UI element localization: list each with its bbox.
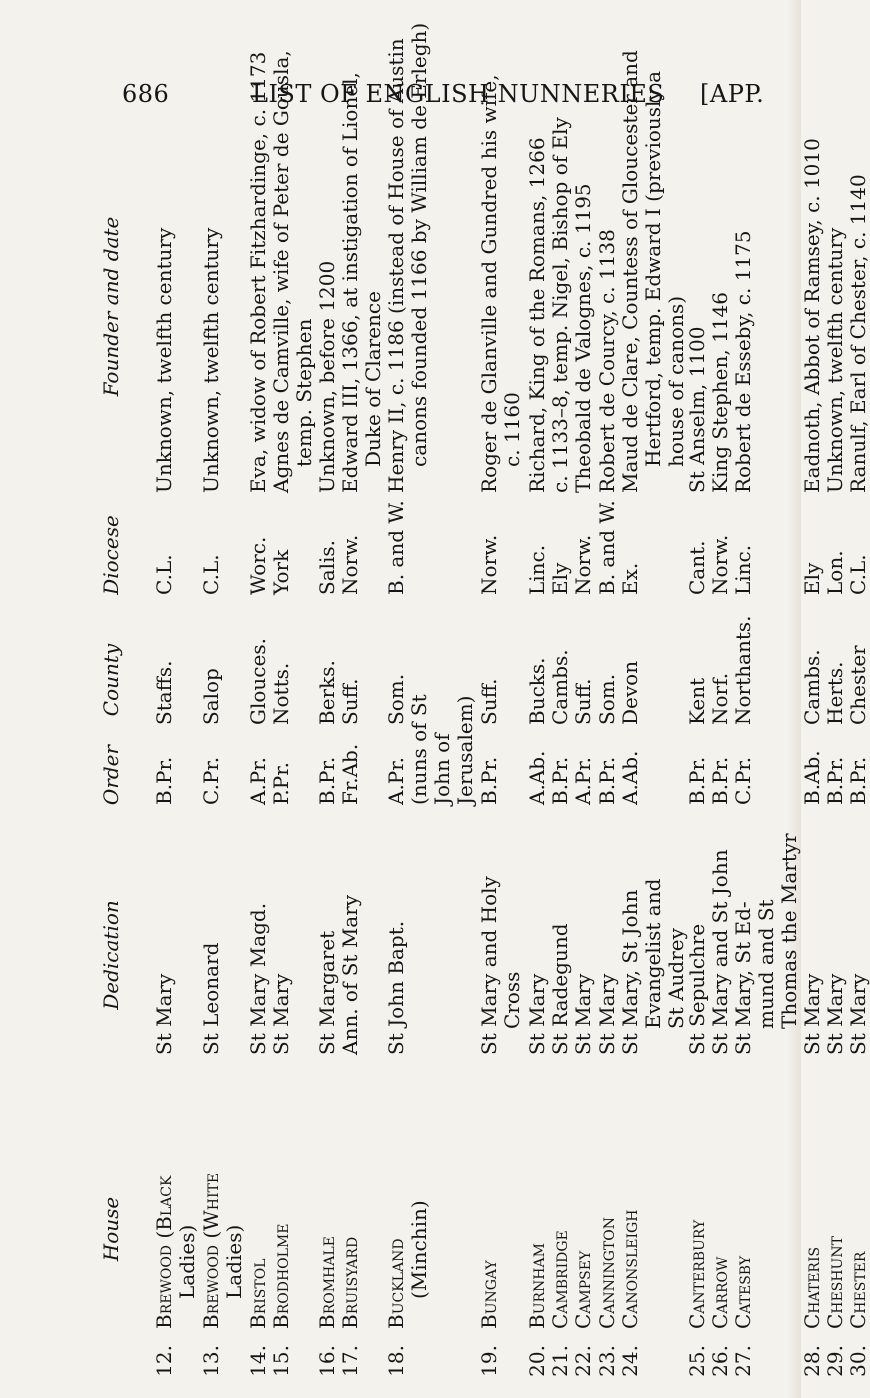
founder-cell	[549, 117, 572, 493]
founder-cell-line: Richard, King of the Romans, 1266	[525, 137, 549, 493]
founder-cell-line: Unknown, twelfth century	[152, 227, 176, 493]
diocese-cell-line: C.L.	[152, 554, 176, 595]
order-cell-line: A.Pr.	[384, 757, 408, 805]
page-edge-shadow	[787, 0, 801, 1398]
dedication-cell	[801, 974, 824, 1055]
county-cell	[572, 679, 595, 725]
diocese-cell	[270, 550, 293, 595]
diocese-cell-line: Norw.	[338, 534, 362, 595]
dedication-cell-line: St Mary	[525, 973, 549, 1055]
house-cell-line: Bromhale	[315, 1236, 339, 1329]
founder-cell-line: c. 1160	[500, 392, 525, 467]
founder-cell-line: Robert de Esseby, c. 1175	[731, 230, 755, 493]
founder-cell-line: Edward III, 1366, at instigation of Lionel,	[338, 72, 362, 493]
founder-cell	[686, 327, 709, 494]
dedication-cell-line: St Mary	[152, 973, 176, 1055]
founder-cell	[619, 50, 688, 493]
order-cell	[200, 757, 223, 805]
county-cell-line: Som.	[595, 673, 619, 725]
dedication-cell-line: St Mary	[800, 973, 824, 1055]
diocese-cell-line: C.L.	[846, 554, 870, 595]
county-cell-line: Northants.	[731, 615, 755, 725]
house-cell-line: (Minchin)	[407, 1200, 432, 1299]
founder-cell-line: Roger de Glanville and Gundred his wife,	[477, 74, 501, 493]
row-number: 21.	[548, 1345, 572, 1377]
diocese-cell-line: Lon.	[823, 550, 847, 595]
diocese-cell	[549, 563, 572, 595]
house-cell-line: Burnham	[525, 1243, 549, 1329]
dedication-cell-line: Evangelist and	[641, 878, 666, 1029]
order-cell	[824, 757, 847, 805]
house-cell	[478, 1260, 501, 1329]
order-cell	[153, 757, 176, 805]
dedication-cell-line: St Mary, St Ed-	[731, 901, 755, 1055]
house-cell	[316, 1236, 339, 1329]
diocese-cell	[801, 563, 824, 595]
order-cell-line: A.Ab.	[618, 750, 642, 805]
house-cell-line: Chester	[846, 1251, 870, 1329]
founder-cell-line: Ranulf, Earl of Chester, c. 1140	[846, 174, 870, 493]
county-cell-line: Staffs.	[152, 660, 176, 725]
house-cell	[732, 1256, 755, 1329]
house-cell-line: Ladies)	[175, 1224, 200, 1299]
county-cell	[596, 674, 619, 725]
order-cell	[709, 757, 732, 805]
county-cell	[316, 660, 339, 725]
county-cell-line: Kent	[685, 677, 709, 725]
house-cell-line: Carrow	[708, 1256, 732, 1329]
order-cell-line: Jerusalem)	[453, 695, 478, 805]
founder-cell	[709, 292, 732, 493]
founder-cell-line: Agnes de Camville, wife of Peter de Gousla,	[269, 50, 293, 493]
row-number: 17.	[338, 1345, 362, 1377]
founder-cell	[824, 228, 847, 493]
row-number: 30.	[846, 1345, 870, 1377]
order-cell	[619, 751, 642, 805]
dedication-cell	[153, 974, 176, 1055]
county-cell-line: Bucks.	[525, 657, 549, 725]
county-cell	[686, 678, 709, 725]
house-cell-line: Cannington	[595, 1217, 619, 1329]
dedication-cell-line: Ann. of St Mary	[338, 894, 362, 1055]
county-cell	[339, 679, 362, 725]
dedication-cell-line: St Radegund	[548, 923, 572, 1055]
founder-cell-line: Unknown, before 1200	[315, 260, 339, 493]
county-cell-line: Cambs.	[548, 649, 572, 725]
founder-cell-line: Duke of Clarence	[361, 291, 386, 467]
diocese-cell-line: Norw.	[477, 534, 501, 595]
dedication-cell	[316, 931, 339, 1055]
row-number: 16.	[315, 1345, 339, 1377]
county-cell	[619, 661, 642, 725]
dedication-cell	[247, 903, 270, 1055]
county-cell-line: Suff.	[571, 678, 595, 725]
house-cell	[526, 1243, 549, 1329]
dedication-cell	[686, 924, 709, 1055]
order-cell	[847, 757, 870, 805]
founder-cell-line: Henry II, c. 1186 (instead of House of Austin	[384, 38, 408, 493]
dedication-cell	[385, 921, 408, 1055]
house-cell-line: Chateris	[800, 1246, 824, 1329]
diocese-cell	[686, 540, 709, 595]
row-number: 23.	[595, 1345, 619, 1377]
county-cell-line: Herts.	[823, 661, 847, 725]
house-cell	[153, 1176, 199, 1329]
county-cell-line: Notts.	[269, 662, 293, 725]
diocese-cell	[709, 535, 732, 595]
row-number: 13.	[199, 1345, 223, 1377]
county-cell-line: Cambs.	[800, 649, 824, 725]
row-number: 15.	[269, 1345, 293, 1377]
order-cell	[526, 751, 549, 805]
diocese-cell-line: Linc.	[525, 544, 549, 595]
house-cell-line: Canterbury	[685, 1219, 709, 1329]
diocese-cell	[247, 537, 270, 595]
county-cell-line: Suff.	[477, 678, 501, 725]
order-cell-line: B.Pr.	[152, 756, 176, 805]
order-cell	[801, 750, 824, 805]
order-cell-line: A.Ab.	[525, 750, 549, 805]
county-cell	[801, 649, 824, 725]
house-cell-line: Ladies)	[222, 1224, 247, 1299]
founder-cell-line: Theobald de Valognes, c. 1195	[571, 183, 595, 493]
column-header-house: House	[99, 1196, 123, 1262]
order-cell-line: C.Pr.	[199, 756, 223, 805]
column-header-county: County	[99, 643, 123, 717]
dedication-cell	[478, 876, 524, 1055]
diocese-cell	[153, 554, 176, 595]
diocese-cell-line: Norw.	[571, 534, 595, 595]
county-cell-line: Glouces.	[246, 638, 270, 725]
column-header-founder: Founder and date	[99, 216, 123, 397]
diocese-cell	[619, 563, 642, 595]
house-cell-line: Bristol	[246, 1258, 270, 1329]
row-number: 25.	[685, 1345, 709, 1377]
order-cell-line: B.Pr.	[477, 756, 501, 805]
dedication-cell-line: St Mary	[571, 973, 595, 1055]
order-cell	[686, 757, 709, 805]
house-cell	[247, 1259, 270, 1329]
founder-cell-line: Maud de Clare, Countess of Gloucester and	[618, 50, 642, 493]
founder-cell-line: Hertford, temp. Edward I (previously a	[641, 70, 666, 467]
diocese-cell	[200, 554, 223, 595]
dedication-cell	[526, 974, 549, 1055]
dedication-cell	[572, 974, 595, 1055]
dedication-cell-line: St Mary	[823, 973, 847, 1055]
column-header-order: Order	[99, 744, 123, 806]
running-title: LIST OF ENGLISH NUNNERIES	[252, 80, 665, 108]
order-cell-line: B.Pr.	[548, 756, 572, 805]
county-cell	[270, 663, 293, 725]
founder-cell	[385, 23, 431, 493]
order-cell-line: John of	[430, 733, 455, 805]
dedication-cell-line: St John Bapt.	[384, 920, 408, 1055]
order-cell-line: Fr.Ab.	[338, 743, 362, 805]
page-number: 686	[122, 80, 170, 108]
dedication-cell-line: mund and St	[754, 899, 779, 1029]
house-cell	[200, 1173, 246, 1329]
house-cell-line: Cambridge	[548, 1230, 572, 1329]
house-cell-line: Brewood (White	[199, 1172, 223, 1329]
founder-cell-line: house of canons)	[664, 295, 689, 467]
diocese-cell	[732, 545, 755, 595]
order-cell-line: B.Pr.	[708, 756, 732, 805]
order-cell-line: B.Pr.	[315, 756, 339, 805]
house-cell	[385, 1200, 431, 1329]
dedication-cell-line: St Mary, St John	[618, 889, 642, 1055]
diocese-cell	[385, 500, 408, 595]
order-cell-line: B.Pr.	[846, 756, 870, 805]
house-cell	[596, 1217, 619, 1329]
county-cell	[526, 657, 549, 725]
founder-cell	[247, 52, 270, 493]
dedication-cell	[709, 849, 732, 1055]
diocese-cell-line: Norw.	[708, 534, 732, 595]
diocese-cell	[478, 535, 501, 595]
house-cell	[339, 1237, 362, 1329]
founder-cell-line: King Stephen, 1146	[708, 292, 732, 493]
county-cell-line: Chester	[846, 645, 870, 725]
order-cell	[732, 757, 755, 805]
county-cell	[549, 649, 572, 725]
diocese-cell-line: Ex.	[618, 562, 642, 595]
dedication-cell	[619, 879, 688, 1055]
founder-cell	[478, 74, 524, 493]
county-cell	[153, 661, 176, 726]
founder-cell-line: canons founded 1166 by William de Erlegh)	[407, 22, 432, 467]
house-cell-line: Brewood (Black	[152, 1175, 176, 1329]
county-cell-line: Som.	[384, 673, 408, 725]
diocese-cell-line: Linc.	[731, 544, 755, 595]
row-number: 19.	[477, 1345, 501, 1377]
founder-cell	[847, 174, 870, 493]
order-cell	[316, 757, 339, 805]
order-cell-line: A.Pr.	[246, 757, 270, 805]
row-number: 24.	[618, 1345, 642, 1377]
dedication-cell-line: St Margaret	[315, 930, 339, 1055]
county-cell	[732, 616, 755, 725]
diocese-cell-line: York	[269, 549, 293, 595]
dedication-cell	[824, 974, 847, 1055]
dedication-cell-line: St Leonard	[199, 942, 223, 1055]
dedication-cell-line: St Mary	[846, 973, 870, 1055]
diocese-cell-line: C.L.	[199, 554, 223, 595]
order-cell-line: B.Pr.	[823, 756, 847, 805]
house-cell-line: Bungay	[477, 1260, 501, 1329]
founder-cell-line: Unknown, twelfth century	[199, 227, 223, 493]
diocese-cell	[526, 545, 549, 595]
founder-cell-line: Eadnoth, Abbot of Ramsey, c. 1010	[800, 138, 824, 493]
order-cell	[339, 744, 362, 805]
dedication-cell-line: Thomas the Martyr	[777, 833, 802, 1029]
county-cell	[847, 645, 870, 725]
diocese-cell	[847, 554, 870, 595]
diocese-cell	[596, 500, 619, 595]
founder-cell	[153, 228, 176, 493]
house-cell	[270, 1224, 293, 1329]
column-header-dedication: Dedication	[99, 900, 123, 1010]
dedication-cell-line: St Mary and St John	[708, 849, 732, 1055]
diocese-cell	[316, 540, 339, 595]
county-cell	[200, 668, 223, 725]
dedication-cell	[339, 895, 362, 1055]
row-number: 22.	[571, 1345, 595, 1377]
order-cell-line: P.Pr.	[269, 762, 293, 805]
order-cell-line: B.Ab.	[800, 750, 824, 805]
diocese-cell-line: B. and W.	[384, 500, 408, 595]
row-number: 12.	[152, 1345, 176, 1377]
dedication-cell-line: Cross	[500, 971, 525, 1029]
order-cell-line: C.Pr.	[731, 756, 755, 805]
dedication-cell	[270, 974, 293, 1055]
county-cell-line: Salop	[199, 668, 223, 725]
order-cell	[549, 757, 572, 805]
county-cell	[478, 679, 501, 725]
house-cell	[824, 1236, 847, 1329]
county-cell-line: Norf.	[708, 672, 732, 725]
house-cell	[549, 1230, 572, 1329]
diocese-cell-line: Ely	[800, 562, 824, 595]
row-number: 27.	[731, 1345, 755, 1377]
order-cell-line: B.Pr.	[595, 756, 619, 805]
dedication-cell	[732, 833, 801, 1055]
county-cell-line: Berks.	[315, 660, 339, 725]
order-cell-line: B.Pr.	[685, 756, 709, 805]
house-cell	[847, 1252, 870, 1329]
dedication-cell	[200, 943, 223, 1055]
row-number: 28.	[800, 1345, 824, 1377]
founder-cell	[596, 229, 619, 493]
county-cell-line: Suff.	[338, 678, 362, 725]
founder-cell-line: Eva, widow of Robert Fitzhardinge, c. 1173	[246, 51, 270, 493]
row-number: 20.	[525, 1345, 549, 1377]
dedication-cell-line: St Mary	[269, 973, 293, 1055]
founder-cell-line: c. 1133–8, temp. Nigel, Bishop of Ely	[548, 117, 572, 493]
diocese-cell-line: Cant.	[685, 540, 709, 595]
order-cell	[270, 762, 293, 805]
row-number: 29.	[823, 1345, 847, 1377]
house-cell	[709, 1257, 732, 1329]
order-cell	[572, 757, 595, 805]
county-cell	[709, 673, 732, 725]
house-cell-line: Catesby	[731, 1255, 755, 1329]
house-cell	[801, 1247, 824, 1329]
county-cell	[824, 662, 847, 726]
county-cell	[385, 674, 408, 725]
diocese-cell-line: Worc.	[246, 536, 270, 595]
founder-cell	[801, 138, 824, 493]
founder-cell	[526, 137, 549, 493]
founder-cell	[270, 50, 316, 493]
founder-cell-line: Unknown, twelfth century	[823, 227, 847, 493]
founder-cell-line: temp. Stephen	[292, 318, 317, 467]
house-cell-line: Bruisyard	[338, 1236, 362, 1329]
dedication-cell-line: St Sepulchre	[685, 923, 709, 1055]
founder-cell	[732, 230, 755, 493]
house-cell-line: Brodholme	[269, 1223, 293, 1329]
diocese-cell-line: Ely	[548, 562, 572, 595]
order-cell	[247, 757, 270, 805]
diocese-cell	[572, 535, 595, 595]
row-number: 14.	[246, 1345, 270, 1377]
house-cell-line: Cheshunt	[823, 1236, 847, 1329]
diocese-cell	[824, 550, 847, 595]
founder-cell	[316, 261, 339, 493]
founder-cell-line: St Anselm, 1100	[685, 326, 709, 493]
county-cell-line: Devon	[618, 660, 642, 725]
house-cell-line: Buckland	[384, 1238, 408, 1329]
dedication-cell-line: St Mary Magd.	[246, 902, 270, 1055]
house-cell	[686, 1220, 709, 1329]
founder-cell	[572, 183, 595, 493]
house-cell	[619, 1210, 642, 1329]
dedication-cell	[596, 974, 619, 1055]
diocese-cell-line: B. and W.	[595, 500, 619, 595]
house-cell-line: Canonsleigh	[618, 1209, 642, 1329]
order-cell-line: A.Pr.	[571, 757, 595, 805]
order-cell	[478, 757, 501, 805]
row-number: 18.	[384, 1345, 408, 1377]
column-header-diocese: Diocese	[99, 515, 123, 595]
house-cell-line: Campsey	[571, 1250, 595, 1329]
county-cell	[247, 638, 270, 725]
dedication-cell-line: St Mary	[595, 973, 619, 1055]
order-cell	[596, 757, 619, 805]
house-cell	[572, 1251, 595, 1329]
diocese-cell	[339, 535, 362, 595]
dedication-cell	[549, 923, 572, 1055]
founder-cell-line: Robert de Courcy, c. 1138	[595, 229, 619, 493]
founder-cell	[200, 228, 223, 493]
diocese-cell-line: Salis.	[315, 539, 339, 595]
dedication-cell-line: St Audrey	[664, 928, 689, 1029]
founder-cell	[339, 72, 385, 493]
order-cell-line: (nuns of St	[407, 694, 432, 805]
section-marker: [APP.	[700, 80, 765, 108]
dedication-cell-line: St Mary and Holy	[477, 876, 501, 1055]
dedication-cell	[847, 974, 870, 1055]
row-number: 26.	[708, 1345, 732, 1377]
